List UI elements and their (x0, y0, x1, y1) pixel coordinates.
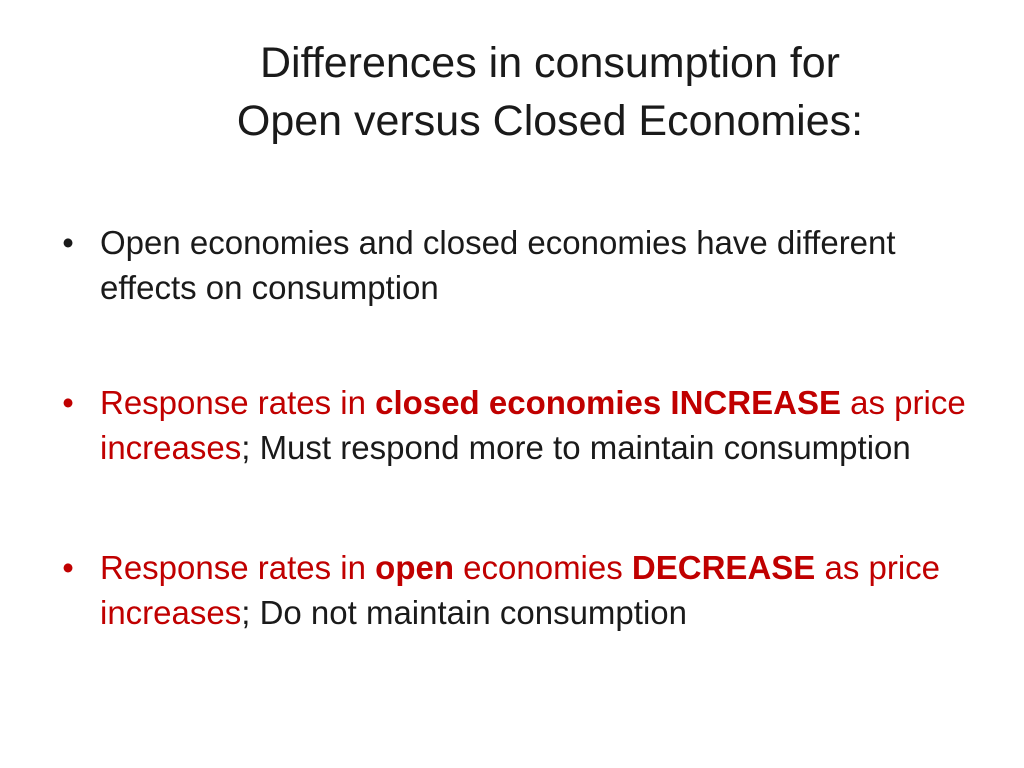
bullet-3-text-lead: Response rates in (100, 549, 376, 586)
bullet-dot-icon: • (62, 224, 74, 261)
bullet-3-text-price: as price increases (100, 549, 941, 631)
slide-title-line-1: Differences in consumption for (260, 39, 840, 87)
bullet-2-text-tail: ; Must respond more to maintain consumption (241, 429, 911, 466)
bullet-1-text: Open economies and closed economies have different effects on consumption (100, 224, 896, 306)
slide-title-line-2: Open versus Closed Economies: (236, 97, 864, 145)
slide-title (100, 34, 1000, 150)
bullet-item-1 (58, 220, 978, 310)
bullet-item-2 (58, 380, 978, 470)
bullet-2-emphasis: closed economies INCREASE (375, 384, 841, 421)
bullet-2-text-mid: as price increases (100, 384, 966, 466)
bullet-3-emphasis-decrease: DECREASE (631, 549, 816, 586)
bullet-3-emphasis-open: open (375, 549, 454, 586)
bullet-3-text-mid: economies (453, 549, 632, 586)
bullet-item-3 (58, 545, 978, 635)
bullet-2-text-lead: Response rates in (100, 384, 376, 421)
bullet-dot-icon: • (62, 384, 74, 421)
bullet-3-text-tail: ; Do not maintain consumption (241, 594, 687, 631)
bullet-list (58, 220, 978, 705)
bullet-dot-icon: • (62, 549, 74, 586)
